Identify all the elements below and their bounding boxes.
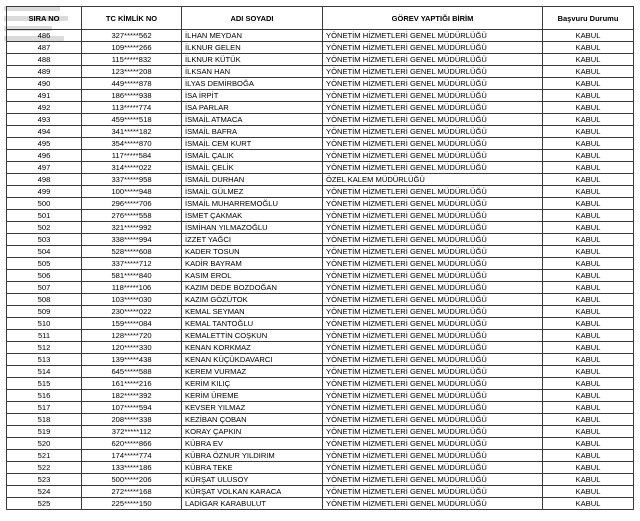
cell-gorev-birim: YÖNETİM HİZMETLERİ GENEL MÜDÜRLÜĞÜ — [323, 150, 543, 162]
table-row — [7, 390, 634, 402]
cell-tc-kimlik-no: 128*****720 — [82, 330, 182, 342]
cell-sira-no: 491 — [7, 90, 82, 102]
cell-gorev-birim: YÖNETİM HİZMETLERİ GENEL MÜDÜRLÜĞÜ — [323, 366, 543, 378]
cell-sira-no: 519 — [7, 426, 82, 438]
table-row — [7, 414, 634, 426]
cell-sira-no: 496 — [7, 150, 82, 162]
cell-basvuru-durumu: KABUL — [543, 78, 634, 90]
cell-tc-kimlik-no: 103*****030 — [82, 294, 182, 306]
cell-gorev-birim: YÖNETİM HİZMETLERİ GENEL MÜDÜRLÜĞÜ — [323, 102, 543, 114]
cell-sira-no: 500 — [7, 198, 82, 210]
cell-tc-kimlik-no: 337*****958 — [82, 174, 182, 186]
cell-adi-soyadi: KADER TOSUN — [182, 246, 323, 258]
cell-gorev-birim: YÖNETİM HİZMETLERİ GENEL MÜDÜRLÜĞÜ — [323, 402, 543, 414]
cell-adi-soyadi: İLKNUR GELEN — [182, 42, 323, 54]
cell-basvuru-durumu: KABUL — [543, 342, 634, 354]
cell-basvuru-durumu: KABUL — [543, 414, 634, 426]
cell-gorev-birim: YÖNETİM HİZMETLERİ GENEL MÜDÜRLÜĞÜ — [323, 294, 543, 306]
cell-sira-no: 525 — [7, 498, 82, 510]
cell-basvuru-durumu: KABUL — [543, 498, 634, 510]
cell-adi-soyadi: İZZET YAĞCI — [182, 234, 323, 246]
cell-tc-kimlik-no: 230*****022 — [82, 306, 182, 318]
cell-gorev-birim: YÖNETİM HİZMETLERİ GENEL MÜDÜRLÜĞÜ — [323, 390, 543, 402]
cell-basvuru-durumu: KABUL — [543, 42, 634, 54]
table-row — [7, 438, 634, 450]
cell-sira-no: 517 — [7, 402, 82, 414]
table-row — [7, 270, 634, 282]
header-adi-soyadi: ADI SOYADI — [182, 7, 323, 30]
table-row — [7, 342, 634, 354]
cell-basvuru-durumu: KABUL — [543, 126, 634, 138]
cell-tc-kimlik-no: 133*****186 — [82, 462, 182, 474]
cell-adi-soyadi: KÜRŞAT VOLKAN KARACA — [182, 486, 323, 498]
table-row — [7, 54, 634, 66]
cell-tc-kimlik-no: 159*****084 — [82, 318, 182, 330]
cell-sira-no: 518 — [7, 414, 82, 426]
cell-sira-no: 493 — [7, 114, 82, 126]
cell-basvuru-durumu: KABUL — [543, 426, 634, 438]
cell-basvuru-durumu: KABUL — [543, 186, 634, 198]
cell-gorev-birim: YÖNETİM HİZMETLERİ GENEL MÜDÜRLÜĞÜ — [323, 90, 543, 102]
cell-sira-no: 489 — [7, 66, 82, 78]
cell-gorev-birim: YÖNETİM HİZMETLERİ GENEL MÜDÜRLÜĞÜ — [323, 342, 543, 354]
cell-gorev-birim: YÖNETİM HİZMETLERİ GENEL MÜDÜRLÜĞÜ — [323, 414, 543, 426]
cell-tc-kimlik-no: 174*****774 — [82, 450, 182, 462]
cell-sira-no: 516 — [7, 390, 82, 402]
cell-adi-soyadi: İSMİHAN YILMAZOĞLU — [182, 222, 323, 234]
cell-gorev-birim: YÖNETİM HİZMETLERİ GENEL MÜDÜRLÜĞÜ — [323, 30, 543, 42]
table-row — [7, 114, 634, 126]
cell-tc-kimlik-no: 225*****150 — [82, 498, 182, 510]
table-row — [7, 234, 634, 246]
cell-sira-no: 504 — [7, 246, 82, 258]
cell-gorev-birim: YÖNETİM HİZMETLERİ GENEL MÜDÜRLÜĞÜ — [323, 66, 543, 78]
cell-tc-kimlik-no: 276*****558 — [82, 210, 182, 222]
cell-gorev-birim: YÖNETİM HİZMETLERİ GENEL MÜDÜRLÜĞÜ — [323, 318, 543, 330]
table-row — [7, 198, 634, 210]
cell-tc-kimlik-no: 459*****518 — [82, 114, 182, 126]
cell-tc-kimlik-no: 208*****338 — [82, 414, 182, 426]
cell-gorev-birim: YÖNETİM HİZMETLERİ GENEL MÜDÜRLÜĞÜ — [323, 186, 543, 198]
cell-sira-no: 509 — [7, 306, 82, 318]
header-gorev-birim: GÖREV YAPTIĞI BİRİM — [323, 7, 543, 30]
cell-gorev-birim: YÖNETİM HİZMETLERİ GENEL MÜDÜRLÜĞÜ — [323, 438, 543, 450]
cell-basvuru-durumu: KABUL — [543, 270, 634, 282]
cell-sira-no: 521 — [7, 450, 82, 462]
cell-tc-kimlik-no: 500*****206 — [82, 474, 182, 486]
cell-basvuru-durumu: KABUL — [543, 258, 634, 270]
table-row — [7, 450, 634, 462]
cell-sira-no: 486 — [7, 30, 82, 42]
cell-sira-no: 498 — [7, 174, 82, 186]
cell-adi-soyadi: KEREM VURMAZ — [182, 366, 323, 378]
cell-tc-kimlik-no: 186*****938 — [82, 90, 182, 102]
cell-sira-no: 522 — [7, 462, 82, 474]
cell-tc-kimlik-no: 100*****948 — [82, 186, 182, 198]
table-row — [7, 366, 634, 378]
cell-adi-soyadi: KAZIM DEDE BOZDOĞAN — [182, 282, 323, 294]
cell-sira-no: 487 — [7, 42, 82, 54]
table-row — [7, 330, 634, 342]
cell-sira-no: 488 — [7, 54, 82, 66]
cell-gorev-birim: YÖNETİM HİZMETLERİ GENEL MÜDÜRLÜĞÜ — [323, 378, 543, 390]
cell-adi-soyadi: KENAN KORKMAZ — [182, 342, 323, 354]
cell-basvuru-durumu: KABUL — [543, 402, 634, 414]
header-basvuru-durumu: Başvuru Durumu — [543, 7, 634, 30]
table-row — [7, 294, 634, 306]
cell-tc-kimlik-no: 338*****994 — [82, 234, 182, 246]
cell-adi-soyadi: KÜBRA TEKE — [182, 462, 323, 474]
table-row — [7, 102, 634, 114]
cell-basvuru-durumu: KABUL — [543, 54, 634, 66]
table-header-row — [7, 7, 634, 30]
cell-tc-kimlik-no: 115*****832 — [82, 54, 182, 66]
cell-gorev-birim: YÖNETİM HİZMETLERİ GENEL MÜDÜRLÜĞÜ — [323, 138, 543, 150]
cell-sira-no: 511 — [7, 330, 82, 342]
cell-basvuru-durumu: KABUL — [543, 246, 634, 258]
cell-gorev-birim: YÖNETİM HİZMETLERİ GENEL MÜDÜRLÜĞÜ — [323, 246, 543, 258]
cell-tc-kimlik-no: 327*****562 — [82, 30, 182, 42]
table-row — [7, 150, 634, 162]
table-row — [7, 462, 634, 474]
table-row — [7, 162, 634, 174]
cell-sira-no: 505 — [7, 258, 82, 270]
cell-sira-no: 494 — [7, 126, 82, 138]
cell-adi-soyadi: KEMALETTİN COŞKUN — [182, 330, 323, 342]
table-row — [7, 186, 634, 198]
cell-adi-soyadi: KAZIM GÖZÜTOK — [182, 294, 323, 306]
cell-sira-no: 506 — [7, 270, 82, 282]
cell-tc-kimlik-no: 341*****182 — [82, 126, 182, 138]
cell-basvuru-durumu: KABUL — [543, 210, 634, 222]
cell-gorev-birim: YÖNETİM HİZMETLERİ GENEL MÜDÜRLÜĞÜ — [323, 258, 543, 270]
cell-tc-kimlik-no: 354*****870 — [82, 138, 182, 150]
cell-basvuru-durumu: KABUL — [543, 438, 634, 450]
cell-gorev-birim: YÖNETİM HİZMETLERİ GENEL MÜDÜRLÜĞÜ — [323, 126, 543, 138]
header-tc-kimlik-no: TC KİMLİK NO — [82, 7, 182, 30]
cell-gorev-birim: YÖNETİM HİZMETLERİ GENEL MÜDÜRLÜĞÜ — [323, 234, 543, 246]
cell-gorev-birim: YÖNETİM HİZMETLERİ GENEL MÜDÜRLÜĞÜ — [323, 54, 543, 66]
cell-tc-kimlik-no: 109*****266 — [82, 42, 182, 54]
cell-adi-soyadi: KEMAL TANTOĞLU — [182, 318, 323, 330]
cell-basvuru-durumu: KABUL — [543, 102, 634, 114]
cell-basvuru-durumu: KABUL — [543, 318, 634, 330]
cell-basvuru-durumu: KABUL — [543, 138, 634, 150]
cell-gorev-birim: YÖNETİM HİZMETLERİ GENEL MÜDÜRLÜĞÜ — [323, 306, 543, 318]
cell-sira-no: 495 — [7, 138, 82, 150]
cell-adi-soyadi: İSA İRPİT — [182, 90, 323, 102]
cell-gorev-birim: YÖNETİM HİZMETLERİ GENEL MÜDÜRLÜĞÜ — [323, 270, 543, 282]
cell-sira-no: 502 — [7, 222, 82, 234]
cell-tc-kimlik-no: 117*****584 — [82, 150, 182, 162]
cell-adi-soyadi: İSMAİL ÇELİK — [182, 162, 323, 174]
table-row — [7, 90, 634, 102]
table-row — [7, 258, 634, 270]
cell-gorev-birim: YÖNETİM HİZMETLERİ GENEL MÜDÜRLÜĞÜ — [323, 78, 543, 90]
cell-basvuru-durumu: KABUL — [543, 174, 634, 186]
cell-gorev-birim: YÖNETİM HİZMETLERİ GENEL MÜDÜRLÜĞÜ — [323, 282, 543, 294]
table-row — [7, 402, 634, 414]
results-table — [6, 6, 634, 510]
cell-adi-soyadi: İSMAİL CEM KURT — [182, 138, 323, 150]
cell-gorev-birim: YÖNETİM HİZMETLERİ GENEL MÜDÜRLÜĞÜ — [323, 210, 543, 222]
cell-basvuru-durumu: KABUL — [543, 450, 634, 462]
cell-adi-soyadi: İLKNUR KÜTÜK — [182, 54, 323, 66]
cell-basvuru-durumu: KABUL — [543, 222, 634, 234]
cell-sira-no: 513 — [7, 354, 82, 366]
cell-tc-kimlik-no: 272*****168 — [82, 486, 182, 498]
cell-tc-kimlik-no: 120*****330 — [82, 342, 182, 354]
table-row — [7, 318, 634, 330]
table-row — [7, 306, 634, 318]
table-row — [7, 30, 634, 42]
cell-adi-soyadi: KASIM EROL — [182, 270, 323, 282]
table-row — [7, 222, 634, 234]
cell-basvuru-durumu: KABUL — [543, 330, 634, 342]
cell-adi-soyadi: KÜRŞAT ULUSOY — [182, 474, 323, 486]
cell-tc-kimlik-no: 118*****106 — [82, 282, 182, 294]
cell-tc-kimlik-no: 449*****878 — [82, 78, 182, 90]
cell-adi-soyadi: İSA PARLAR — [182, 102, 323, 114]
cell-tc-kimlik-no: 296*****706 — [82, 198, 182, 210]
cell-gorev-birim: YÖNETİM HİZMETLERİ GENEL MÜDÜRLÜĞÜ — [323, 162, 543, 174]
cell-basvuru-durumu: KABUL — [543, 90, 634, 102]
cell-adi-soyadi: İSMAİL ATMACA — [182, 114, 323, 126]
cell-basvuru-durumu: KABUL — [543, 162, 634, 174]
cell-sira-no: 515 — [7, 378, 82, 390]
table-row — [7, 78, 634, 90]
cell-adi-soyadi: KORAY ÇAPKIN — [182, 426, 323, 438]
cell-gorev-birim: YÖNETİM HİZMETLERİ GENEL MÜDÜRLÜĞÜ — [323, 486, 543, 498]
cell-adi-soyadi: KEVSER YILMAZ — [182, 402, 323, 414]
cell-basvuru-durumu: KABUL — [543, 66, 634, 78]
cell-sira-no: 507 — [7, 282, 82, 294]
cell-gorev-birim: YÖNETİM HİZMETLERİ GENEL MÜDÜRLÜĞÜ — [323, 330, 543, 342]
cell-sira-no: 514 — [7, 366, 82, 378]
cell-gorev-birim: ÖZEL KALEM MÜDÜRLÜĞÜ — [323, 174, 543, 186]
table-row — [7, 426, 634, 438]
cell-adi-soyadi: İSMAİL DURHAN — [182, 174, 323, 186]
table-row — [7, 210, 634, 222]
cell-basvuru-durumu: KABUL — [543, 294, 634, 306]
cell-basvuru-durumu: KABUL — [543, 150, 634, 162]
cell-sira-no: 524 — [7, 486, 82, 498]
cell-basvuru-durumu: KABUL — [543, 390, 634, 402]
cell-basvuru-durumu: KABUL — [543, 234, 634, 246]
cell-basvuru-durumu: KABUL — [543, 474, 634, 486]
cell-gorev-birim: YÖNETİM HİZMETLERİ GENEL MÜDÜRLÜĞÜ — [323, 198, 543, 210]
cell-gorev-birim: YÖNETİM HİZMETLERİ GENEL MÜDÜRLÜĞÜ — [323, 42, 543, 54]
cell-gorev-birim: YÖNETİM HİZMETLERİ GENEL MÜDÜRLÜĞÜ — [323, 450, 543, 462]
cell-basvuru-durumu: KABUL — [543, 30, 634, 42]
cell-gorev-birim: YÖNETİM HİZMETLERİ GENEL MÜDÜRLÜĞÜ — [323, 222, 543, 234]
cell-gorev-birim: YÖNETİM HİZMETLERİ GENEL MÜDÜRLÜĞÜ — [323, 354, 543, 366]
cell-tc-kimlik-no: 372*****112 — [82, 426, 182, 438]
cell-adi-soyadi: İLYAS DEMİRBOĞA — [182, 78, 323, 90]
table-row — [7, 42, 634, 54]
cell-sira-no: 523 — [7, 474, 82, 486]
cell-tc-kimlik-no: 581*****840 — [82, 270, 182, 282]
table-row — [7, 246, 634, 258]
cell-sira-no: 520 — [7, 438, 82, 450]
cell-adi-soyadi: LADİGAR KARABULUT — [182, 498, 323, 510]
cell-tc-kimlik-no: 620*****866 — [82, 438, 182, 450]
cell-tc-kimlik-no: 123*****208 — [82, 66, 182, 78]
cell-gorev-birim: YÖNETİM HİZMETLERİ GENEL MÜDÜRLÜĞÜ — [323, 498, 543, 510]
table-row — [7, 174, 634, 186]
table-row — [7, 282, 634, 294]
cell-sira-no: 503 — [7, 234, 82, 246]
cell-sira-no: 508 — [7, 294, 82, 306]
cell-tc-kimlik-no: 161*****216 — [82, 378, 182, 390]
cell-tc-kimlik-no: 182*****392 — [82, 390, 182, 402]
table-row — [7, 126, 634, 138]
table-row — [7, 378, 634, 390]
cell-basvuru-durumu: KABUL — [543, 282, 634, 294]
cell-adi-soyadi: KERİM ÜREME — [182, 390, 323, 402]
cell-adi-soyadi: KÜBRA EV — [182, 438, 323, 450]
cell-tc-kimlik-no: 314*****022 — [82, 162, 182, 174]
table-row — [7, 474, 634, 486]
cell-adi-soyadi: İLHAN MEYDAN — [182, 30, 323, 42]
cell-tc-kimlik-no: 113*****774 — [82, 102, 182, 114]
table-row — [7, 486, 634, 498]
cell-basvuru-durumu: KABUL — [543, 198, 634, 210]
table-row — [7, 498, 634, 510]
cell-tc-kimlik-no: 107*****594 — [82, 402, 182, 414]
cell-sira-no: 490 — [7, 78, 82, 90]
cell-sira-no: 492 — [7, 102, 82, 114]
cell-gorev-birim: YÖNETİM HİZMETLERİ GENEL MÜDÜRLÜĞÜ — [323, 426, 543, 438]
cell-basvuru-durumu: KABUL — [543, 486, 634, 498]
cell-basvuru-durumu: KABUL — [543, 354, 634, 366]
cell-sira-no: 510 — [7, 318, 82, 330]
cell-sira-no: 512 — [7, 342, 82, 354]
table-row — [7, 66, 634, 78]
cell-sira-no: 501 — [7, 210, 82, 222]
cell-basvuru-durumu: KABUL — [543, 114, 634, 126]
table-row — [7, 354, 634, 366]
cell-adi-soyadi: KENAN KÜÇÜKDAVARCI — [182, 354, 323, 366]
header-sira-no: SIRA NO — [7, 7, 82, 30]
cell-basvuru-durumu: KABUL — [543, 366, 634, 378]
cell-adi-soyadi: İSMAİL GÜLMEZ — [182, 186, 323, 198]
cell-adi-soyadi: KERİM KILIÇ — [182, 378, 323, 390]
cell-adi-soyadi: İSMET ÇAKMAK — [182, 210, 323, 222]
cell-sira-no: 497 — [7, 162, 82, 174]
cell-tc-kimlik-no: 645*****588 — [82, 366, 182, 378]
cell-basvuru-durumu: KABUL — [543, 378, 634, 390]
cell-basvuru-durumu: KABUL — [543, 462, 634, 474]
cell-tc-kimlik-no: 337*****712 — [82, 258, 182, 270]
cell-tc-kimlik-no: 321*****992 — [82, 222, 182, 234]
cell-adi-soyadi: İLKSAN HAN — [182, 66, 323, 78]
cell-adi-soyadi: KEMAL SEYMAN — [182, 306, 323, 318]
cell-basvuru-durumu: KABUL — [543, 306, 634, 318]
cell-gorev-birim: YÖNETİM HİZMETLERİ GENEL MÜDÜRLÜĞÜ — [323, 114, 543, 126]
cell-adi-soyadi: KEZİBAN ÇOBAN — [182, 414, 323, 426]
cell-sira-no: 499 — [7, 186, 82, 198]
cell-adi-soyadi: KADİR BAYRAM — [182, 258, 323, 270]
cell-tc-kimlik-no: 528*****608 — [82, 246, 182, 258]
cell-adi-soyadi: KÜBRA ÖZNUR YILDIRIM — [182, 450, 323, 462]
cell-gorev-birim: YÖNETİM HİZMETLERİ GENEL MÜDÜRLÜĞÜ — [323, 474, 543, 486]
cell-tc-kimlik-no: 139*****438 — [82, 354, 182, 366]
cell-adi-soyadi: İSMAİL BAFRA — [182, 126, 323, 138]
cell-gorev-birim: YÖNETİM HİZMETLERİ GENEL MÜDÜRLÜĞÜ — [323, 462, 543, 474]
cell-adi-soyadi: İSMAİL ÇALIK — [182, 150, 323, 162]
cell-adi-soyadi: İSMAİL MUHARREMOĞLU — [182, 198, 323, 210]
table-row — [7, 138, 634, 150]
